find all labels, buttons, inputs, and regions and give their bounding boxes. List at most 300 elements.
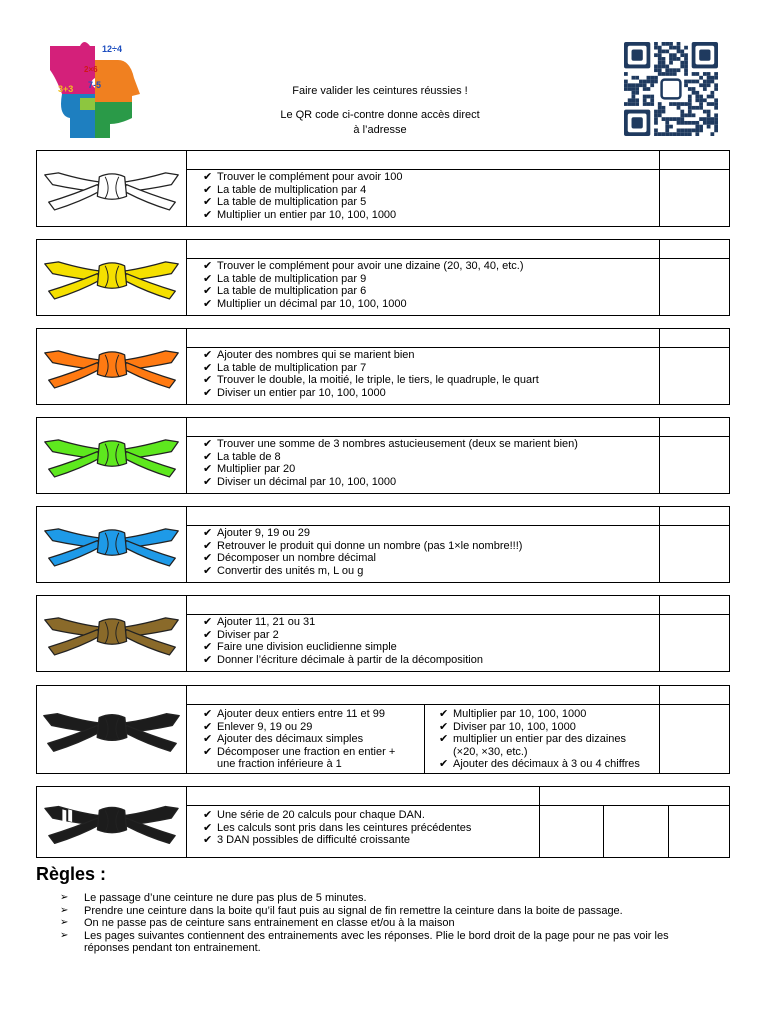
qr-module	[654, 132, 658, 136]
qr-module	[684, 113, 688, 117]
item-text: Trouver le double, la moitié, le triple, le tiers, le quadruple, le quart	[217, 374, 539, 387]
qr-module	[680, 121, 684, 125]
qr-module	[677, 46, 681, 50]
qr-module	[695, 106, 699, 110]
qr-module	[662, 65, 666, 69]
qr-module	[684, 53, 688, 57]
qr-module	[658, 46, 662, 50]
skill-item	[203, 273, 524, 286]
belt-image-cell	[37, 596, 187, 671]
qr-module	[699, 76, 703, 80]
qr-module	[684, 121, 688, 125]
logo-label: 2×6	[84, 65, 98, 74]
belt-header-row	[187, 418, 729, 437]
qr-module	[692, 91, 696, 95]
qr-module	[695, 125, 699, 129]
arrow-bullet-icon: ➢	[60, 917, 69, 929]
checkmark-icon: ✔	[203, 196, 213, 209]
item-text: (×20, ×30, etc.)	[453, 745, 528, 758]
qr-finder	[632, 117, 643, 128]
checkmark-icon: ✔	[203, 450, 213, 463]
qr-module	[673, 53, 677, 57]
qr-module	[680, 102, 684, 106]
qr-module	[632, 98, 636, 102]
qr-module	[707, 117, 711, 121]
qr-module	[684, 128, 688, 132]
qr-module	[632, 76, 636, 80]
white-belt-icon	[39, 151, 184, 226]
qr-module	[714, 128, 718, 132]
qr-module	[707, 83, 711, 87]
qr-module	[665, 72, 669, 76]
qr-module	[695, 128, 699, 132]
item-text: Trouver le complément pour avoir une dizaine (20, 30, 40, etc.)	[217, 260, 524, 272]
item-text: Prendre une ceinture dans la boite qu’il faut puis au signal de fin remettre la ceinture dans la boite de passage.	[84, 904, 623, 917]
qr-module	[654, 42, 658, 46]
checkmark-icon: ✔	[203, 527, 213, 539]
qr-module	[662, 106, 666, 110]
qr-module	[669, 53, 673, 57]
qr-module	[658, 113, 662, 117]
skill-item	[203, 721, 395, 734]
item-text: Diviser par 10, 100, 1000	[453, 720, 576, 733]
qr-module	[684, 61, 688, 65]
qr-module	[669, 46, 673, 50]
skill-item	[203, 387, 539, 400]
qr-module	[688, 80, 692, 84]
qr-module	[688, 128, 692, 132]
green-belt-skills	[203, 438, 578, 488]
qr-module	[703, 121, 707, 125]
qr-module	[628, 87, 632, 91]
belt-image-cell	[37, 686, 187, 773]
qr-module	[695, 72, 699, 76]
qr-module	[628, 98, 632, 102]
qr-module	[710, 117, 714, 121]
belt-header-row	[187, 686, 729, 705]
belt-row-green	[36, 417, 730, 494]
skill-item	[203, 463, 578, 476]
qr-module	[665, 125, 669, 129]
qr-module	[695, 95, 699, 99]
qr-module	[699, 102, 703, 106]
qr-module	[647, 76, 651, 80]
item-text: La table de multiplication par 5	[217, 196, 367, 209]
qr-module	[680, 128, 684, 132]
qr-module	[624, 87, 628, 91]
yellow-belt-icon	[39, 240, 184, 315]
qr-module	[684, 65, 688, 69]
qr-module	[669, 57, 673, 61]
skill-item	[203, 527, 522, 540]
qr-module	[688, 132, 692, 136]
qr-module	[692, 121, 696, 125]
qr-module	[714, 113, 718, 117]
belt-knot	[97, 263, 126, 288]
qr-module	[632, 95, 636, 99]
qr-module	[635, 102, 639, 106]
rule-item	[60, 905, 710, 918]
qr-module	[680, 61, 684, 65]
qr-module	[669, 68, 673, 72]
checkmark-icon: ✔	[203, 809, 213, 821]
qr-module	[654, 121, 658, 125]
qr-module	[707, 110, 711, 114]
qr-module	[680, 117, 684, 121]
checkmark-icon: ✔	[203, 653, 213, 666]
belt-row-white	[36, 150, 730, 227]
belt-header-row	[187, 596, 729, 615]
column-divider	[659, 418, 660, 493]
qr-module	[658, 61, 662, 65]
qr-module	[654, 68, 658, 72]
column-divider	[539, 787, 540, 857]
rule-item	[60, 892, 710, 905]
skill-item	[203, 298, 524, 311]
item-text: multiplier un entier par des dizaines	[453, 733, 627, 746]
camera-icon	[662, 80, 681, 99]
qr-module	[680, 65, 684, 69]
checkmark-icon: ✔	[203, 564, 213, 577]
qr-module	[699, 106, 703, 110]
qr-module	[650, 102, 654, 106]
qr-module	[639, 83, 643, 87]
qr-module	[677, 57, 681, 61]
checkmark-icon: ✔	[203, 374, 213, 387]
checkmark-icon: ✔	[203, 272, 213, 285]
qr-module	[643, 95, 647, 99]
qr-module	[658, 50, 662, 54]
dan-skills	[203, 809, 471, 847]
item-text: Diviser un entier par 10, 100, 1000	[217, 386, 386, 399]
qr-module	[677, 102, 681, 106]
qr-module	[677, 50, 681, 54]
qr-module	[710, 76, 714, 80]
qr-module	[647, 95, 651, 99]
item-text: Enlever 9, 19 ou 29	[217, 720, 313, 733]
qr-code[interactable]	[624, 42, 720, 136]
belt-knot	[97, 441, 126, 466]
checkmark-icon: ✔	[203, 708, 213, 720]
skill-item	[203, 629, 483, 642]
qr-module	[632, 83, 636, 87]
qr-module	[677, 117, 681, 121]
qr-module	[707, 72, 711, 76]
qr-module	[647, 87, 651, 91]
checkmark-icon: ✔	[203, 720, 213, 733]
qr-module	[658, 102, 662, 106]
skill-item	[439, 758, 640, 771]
qr-module	[688, 121, 692, 125]
skill-item	[203, 260, 524, 273]
qr-module	[628, 102, 632, 106]
skill-item	[203, 822, 471, 835]
qr-module	[662, 72, 666, 76]
qr-module	[669, 102, 673, 106]
qr-module	[703, 80, 707, 84]
qr-module	[677, 106, 681, 110]
checkmark-icon: ✔	[203, 349, 213, 361]
qr-module	[710, 102, 714, 106]
checkmark-icon: ✔	[203, 260, 213, 272]
belt-header-row	[187, 507, 729, 526]
qr-module	[650, 98, 654, 102]
skill-item	[203, 171, 402, 184]
belt-header-row	[187, 240, 729, 259]
qr-code-icon	[624, 42, 720, 136]
qr-module	[688, 106, 692, 110]
qr-module	[669, 125, 673, 129]
column-divider	[659, 151, 660, 226]
belt-knot	[97, 715, 127, 741]
skill-item	[203, 809, 471, 822]
skill-item	[203, 362, 539, 375]
belt-row-brown	[36, 595, 730, 672]
qr-module	[643, 87, 647, 91]
qr-module	[662, 110, 666, 114]
item-text: Décomposer une fraction en entier +	[217, 745, 396, 758]
qr-finder	[632, 50, 643, 61]
qr-module	[684, 83, 688, 87]
qr-module	[707, 125, 711, 129]
item-text: Ajouter des décimaux simples	[217, 733, 364, 746]
qr-module	[635, 91, 639, 95]
qr-module	[643, 102, 647, 106]
qr-module	[632, 91, 636, 95]
qr-module	[650, 80, 654, 84]
qr-module	[643, 83, 647, 87]
column-divider	[659, 596, 660, 671]
qr-module	[714, 83, 718, 87]
item-text: Convertir des unités m, L ou g	[217, 564, 364, 577]
arrow-bullet-icon: ➢	[60, 892, 69, 903]
qr-module	[684, 102, 688, 106]
rule-item	[60, 917, 710, 930]
checkmark-icon: ✔	[203, 285, 213, 298]
qr-module	[673, 117, 677, 121]
item-text: Multiplier par 10, 100, 1000	[453, 708, 587, 720]
qr-module	[673, 72, 677, 76]
header-qr-text-2: à l’adresse	[353, 124, 407, 136]
qr-module	[714, 76, 718, 80]
belt-image-cell	[37, 151, 187, 226]
qr-module	[692, 72, 696, 76]
skill-item	[203, 285, 524, 298]
qr-module	[624, 83, 628, 87]
qr-module	[658, 68, 662, 72]
brown-belt-icon	[39, 596, 184, 671]
item-text: Diviser un décimal par 10, 100, 1000	[217, 475, 397, 488]
belt-row-black	[36, 685, 730, 774]
qr-module	[654, 110, 658, 114]
logo	[40, 38, 144, 138]
qr-module	[665, 68, 669, 72]
belt-knot	[97, 807, 126, 832]
column-divider	[668, 805, 669, 857]
item-text: une fraction inférieure à 1	[217, 758, 342, 771]
column-divider	[424, 704, 425, 773]
qr-module	[654, 76, 658, 80]
qr-module	[714, 117, 718, 121]
black-belt-skills-left	[203, 708, 395, 771]
qr-module	[684, 46, 688, 50]
checkmark-icon: ✔	[203, 475, 213, 488]
qr-module	[703, 110, 707, 114]
qr-module	[707, 121, 711, 125]
qr-module	[703, 87, 707, 91]
belt-row-blue	[36, 506, 730, 583]
qr-module	[635, 76, 639, 80]
item-text: Trouver une somme de 3 nombres astucieusement (deux se marient bien)	[217, 438, 578, 450]
item-text: Multiplier un entier par 10, 100, 1000	[217, 208, 397, 221]
header-qr-text: Le QR code ci-contre donne accès direct	[280, 109, 480, 121]
qr-module	[665, 117, 669, 121]
skill-item	[203, 565, 522, 578]
qr-module	[677, 128, 681, 132]
checkmark-icon: ✔	[203, 733, 213, 746]
rules-list	[60, 892, 710, 955]
checkmark-icon: ✔	[203, 438, 213, 450]
arrow-bullet-icon: ➢	[60, 929, 69, 941]
qr-module	[695, 91, 699, 95]
qr-module	[669, 72, 673, 76]
qr-module	[658, 65, 662, 69]
qr-module	[692, 106, 696, 110]
qr-module	[707, 113, 711, 117]
item-text: Ajouter deux entiers entre 11 et 99	[217, 708, 385, 720]
column-divider	[659, 686, 660, 773]
qr-module	[703, 83, 707, 87]
qr-module	[673, 57, 677, 61]
skill-item	[203, 758, 395, 771]
item-text: Ajouter des décimaux à 3 ou 4 chiffres	[453, 758, 640, 771]
belt-row-orange	[36, 328, 730, 405]
skill-item	[203, 451, 578, 464]
blue-belt-icon	[39, 507, 184, 582]
skill-item	[203, 349, 539, 362]
qr-module	[624, 72, 628, 76]
item-text: Multiplier un décimal par 10, 100, 1000	[217, 297, 407, 310]
qr-module	[677, 68, 681, 72]
qr-module	[673, 46, 677, 50]
item-text: Ajouter 11, 21 ou 31	[217, 616, 316, 628]
qr-module	[654, 65, 658, 69]
checkmark-icon: ✔	[439, 708, 449, 720]
qr-module	[665, 121, 669, 125]
belt-row-dan	[36, 786, 730, 858]
checkmark-icon: ✔	[203, 745, 213, 758]
qr-module	[624, 102, 628, 106]
qr-module	[710, 132, 714, 136]
qr-module	[677, 42, 681, 46]
qr-module	[692, 87, 696, 91]
qr-module	[635, 98, 639, 102]
qr-module	[695, 121, 699, 125]
qr-module	[692, 128, 696, 132]
item-text: La table de multiplication par 4	[217, 183, 367, 196]
qr-module	[654, 80, 658, 84]
header-instruction: Faire valider les ceintures réussies !	[292, 85, 468, 97]
item-text: 3 DAN possibles de difficulté croissante	[217, 834, 411, 847]
item-text: Une série de 20 calculs pour chaque DAN.	[217, 809, 425, 821]
column-divider	[659, 240, 660, 315]
qr-module	[669, 132, 673, 136]
orange-belt-icon	[39, 329, 184, 404]
qr-module	[677, 121, 681, 125]
skill-item	[439, 708, 640, 721]
qr-module	[632, 102, 636, 106]
qr-module	[635, 87, 639, 91]
qr-module	[673, 132, 677, 136]
belt-image-cell	[37, 418, 187, 493]
white-belt-skills	[203, 171, 402, 221]
qr-module	[650, 95, 654, 99]
skill-item	[203, 438, 578, 451]
qr-module	[654, 53, 658, 57]
item-text: Trouver le complément pour avoir 100	[217, 171, 403, 183]
dan-belt-icon	[39, 787, 184, 857]
checkmark-icon: ✔	[439, 720, 449, 733]
checkmark-icon: ✔	[203, 539, 213, 552]
qr-module	[662, 50, 666, 54]
qr-module	[669, 61, 673, 65]
skill-item	[203, 641, 483, 654]
checkmark-icon: ✔	[203, 616, 213, 628]
qr-module	[680, 113, 684, 117]
skill-item	[203, 552, 522, 565]
item-text: Décomposer un nombre décimal	[217, 552, 376, 565]
qr-module	[680, 110, 684, 114]
qr-module	[703, 117, 707, 121]
item-text: Ajouter 9, 19 ou 29	[217, 527, 310, 539]
arrow-bullet-icon: ➢	[60, 904, 69, 916]
qr-module	[699, 125, 703, 129]
qr-module	[684, 72, 688, 76]
qr-module	[692, 113, 696, 117]
qr-module	[714, 106, 718, 110]
checkmark-icon: ✔	[203, 641, 213, 654]
checkmark-icon: ✔	[439, 758, 449, 771]
skill-item	[203, 196, 402, 209]
qr-module	[703, 72, 707, 76]
black-belt-skills-right	[439, 708, 640, 771]
checkmark-icon: ✔	[203, 183, 213, 196]
qr-module	[654, 128, 658, 132]
qr-module	[714, 125, 718, 129]
qr-module	[658, 72, 662, 76]
qr-module	[647, 102, 651, 106]
skill-item	[203, 654, 483, 667]
dan-stripe	[62, 809, 66, 822]
item-text: La table de multiplication par 6	[217, 285, 367, 298]
item-text: La table de 8	[217, 450, 281, 463]
checkmark-icon: ✔	[203, 386, 213, 399]
qr-module	[714, 87, 718, 91]
qr-module	[654, 113, 658, 117]
puzzle-head-icon	[40, 38, 144, 138]
black-belt-icon	[39, 686, 184, 773]
column-divider	[659, 507, 660, 582]
qr-module	[703, 98, 707, 102]
qr-module	[699, 95, 703, 99]
qr-module	[650, 76, 654, 80]
blue-belt-skills	[203, 527, 522, 577]
qr-module	[654, 46, 658, 50]
skill-item	[203, 184, 402, 197]
qr-module	[684, 132, 688, 136]
qr-module	[658, 110, 662, 114]
qr-module	[692, 80, 696, 84]
